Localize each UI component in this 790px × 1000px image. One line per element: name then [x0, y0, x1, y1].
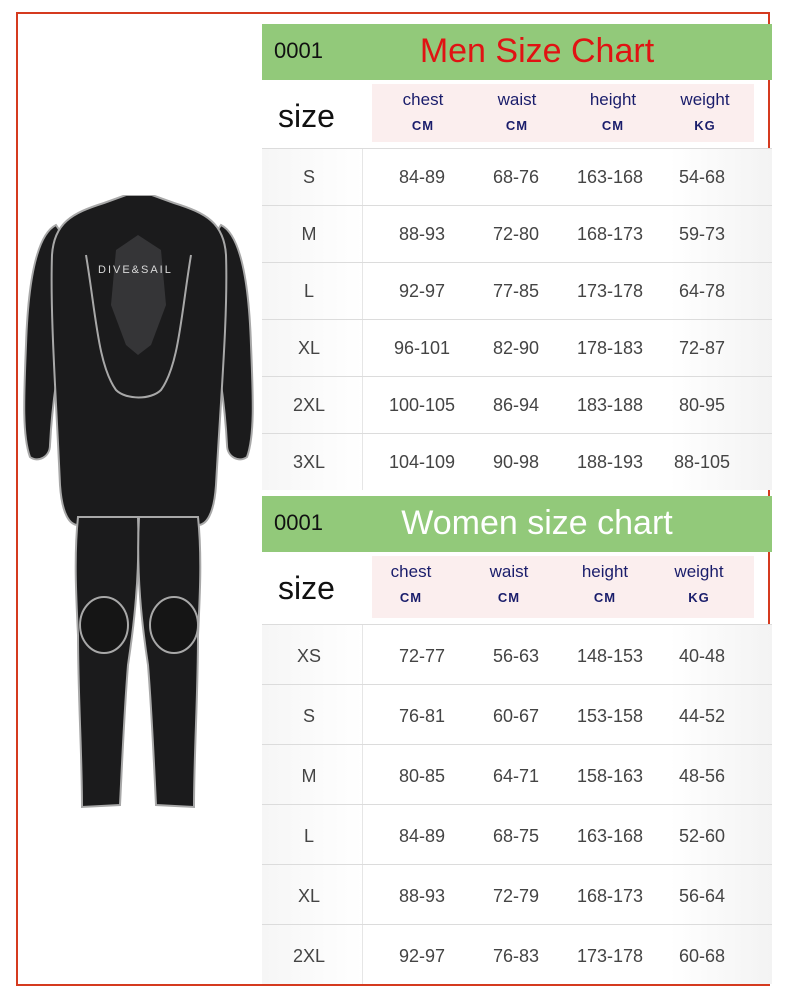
- chest-cell: 76-81: [398, 706, 446, 726]
- size-cell: L: [303, 281, 314, 301]
- men-size-chart: [262, 24, 772, 490]
- brand-logo: DIVE&SAIL: [98, 264, 173, 276]
- table-row: [262, 804, 772, 864]
- men-chart-header-bar: [262, 24, 772, 80]
- chest-header: chest CM: [390, 562, 432, 605]
- height-cell: 173-178: [576, 281, 644, 301]
- chest-cell: 84-89: [398, 167, 446, 187]
- size-cell: M: [301, 766, 317, 786]
- size-cell: M: [301, 224, 317, 244]
- height-cell: 153-158: [576, 706, 644, 726]
- weight-cell: 56-64: [678, 886, 726, 906]
- weight-cell: 64-78: [678, 281, 726, 301]
- size-cell: XS: [296, 646, 321, 666]
- size-cell: XL: [297, 886, 321, 906]
- weight-cell: 54-68: [678, 167, 726, 187]
- weight-cell: 52-60: [678, 826, 726, 846]
- waist-cell: 90-98: [492, 452, 540, 472]
- chest-header: chest CM: [402, 90, 444, 133]
- men-table-body: [262, 148, 772, 490]
- weight-cell: 48-56: [678, 766, 726, 786]
- chest-cell: 88-93: [398, 224, 446, 244]
- chest-cell: 84-89: [398, 826, 446, 846]
- waist-cell: 64-71: [492, 766, 540, 786]
- chest-cell: 92-97: [398, 946, 446, 966]
- waist-header: waist CM: [497, 90, 537, 133]
- height-cell: 148-153: [576, 646, 644, 666]
- wetsuit-image: [16, 195, 261, 820]
- size-column-header: size: [268, 94, 366, 142]
- weight-cell: 59-73: [678, 224, 726, 244]
- size-cell: S: [302, 167, 315, 187]
- weight-cell: 44-52: [678, 706, 726, 726]
- weight-header: weight KG: [674, 562, 724, 605]
- size-cell: L: [303, 826, 314, 846]
- weight-header: weight KG: [680, 90, 730, 133]
- height-cell: 163-168: [576, 167, 644, 187]
- table-row: [262, 624, 772, 684]
- chart-title: Men Size Chart: [419, 32, 655, 70]
- column-header-row: [262, 552, 772, 624]
- waist-header: waist CM: [489, 562, 529, 605]
- women-table-body: [262, 624, 772, 984]
- chest-cell: 88-93: [398, 886, 446, 906]
- table-row: [262, 319, 772, 376]
- chest-cell: 92-97: [398, 281, 446, 301]
- chest-cell: 80-85: [398, 766, 446, 786]
- height-cell: 158-163: [576, 766, 644, 786]
- height-header: height CM: [589, 90, 637, 133]
- table-row: [262, 684, 772, 744]
- weight-cell: 72-87: [678, 338, 726, 358]
- size-cell: XL: [297, 338, 321, 358]
- height-cell: 188-193: [576, 452, 644, 472]
- waist-cell: 77-85: [492, 281, 540, 301]
- size-column-header: size: [268, 566, 366, 614]
- table-row: [262, 262, 772, 319]
- waist-cell: 60-67: [492, 706, 540, 726]
- table-row: [262, 148, 772, 205]
- table-row: [262, 376, 772, 433]
- women-chart-header-bar: [262, 496, 772, 552]
- chest-cell: 100-105: [388, 395, 456, 415]
- size-cell: 2XL: [292, 395, 326, 415]
- height-header: height CM: [581, 562, 629, 605]
- table-row: [262, 864, 772, 924]
- waist-cell: 68-76: [492, 167, 540, 187]
- size-cell: 3XL: [292, 452, 326, 472]
- height-cell: 173-178: [576, 946, 644, 966]
- table-row: [262, 744, 772, 804]
- height-cell: 163-168: [576, 826, 644, 846]
- product-code: 0001: [274, 38, 323, 63]
- weight-cell: 88-105: [673, 452, 731, 472]
- waist-cell: 68-75: [492, 826, 540, 846]
- height-cell: 178-183: [576, 338, 644, 358]
- waist-cell: 72-80: [492, 224, 540, 244]
- chest-cell: 104-109: [388, 452, 456, 472]
- height-cell: 168-173: [576, 886, 644, 906]
- size-cell: 2XL: [292, 946, 326, 966]
- waist-cell: 76-83: [492, 946, 540, 966]
- product-code: 0001: [274, 510, 323, 535]
- waist-cell: 56-63: [492, 646, 540, 666]
- table-row: [262, 433, 772, 490]
- waist-cell: 82-90: [492, 338, 540, 358]
- height-cell: 183-188: [576, 395, 644, 415]
- waist-cell: 86-94: [492, 395, 540, 415]
- chest-cell: 72-77: [398, 646, 446, 666]
- table-row: [262, 205, 772, 262]
- table-row: [262, 924, 772, 984]
- weight-cell: 80-95: [678, 395, 726, 415]
- chest-cell: 96-101: [393, 338, 451, 358]
- chart-title: Women size chart: [401, 504, 673, 542]
- height-cell: 168-173: [576, 224, 644, 244]
- size-cell: S: [302, 706, 315, 726]
- women-size-chart: [262, 496, 772, 984]
- waist-cell: 72-79: [492, 886, 540, 906]
- weight-cell: 60-68: [678, 946, 726, 966]
- column-header-row: [262, 80, 772, 148]
- weight-cell: 40-48: [678, 646, 726, 666]
